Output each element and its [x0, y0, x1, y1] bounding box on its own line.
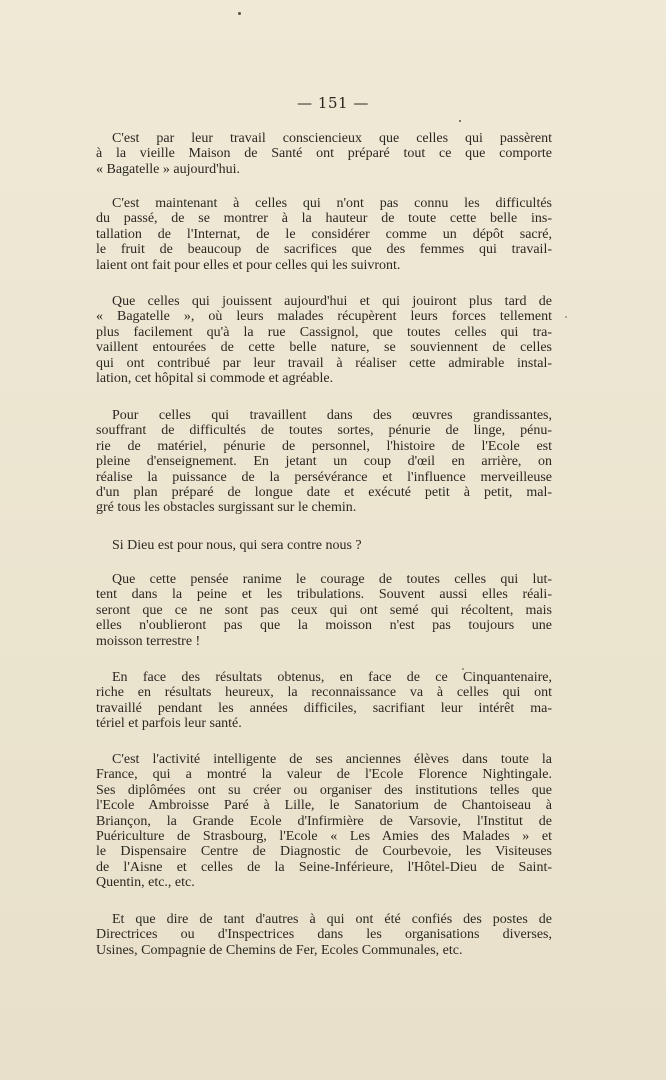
text-line: riche en résultats heureux, la reconnaissance va à celles qui ont — [96, 685, 552, 701]
paragraph-3 — [96, 294, 552, 386]
text-line: à la vieille Maison de Santé ont préparé tout ce que comporte — [96, 146, 552, 162]
ink-speck — [459, 120, 461, 122]
text-line: d'un plan préparé de longue date et exécuté petit à petit, mal- — [96, 485, 552, 501]
text-line: Briançon, la Grande Ecole d'Infirmière de Varsovie, l'Institut de — [96, 813, 552, 829]
text-line: En face des résultats obtenus, en face de ce Cinquantenaire, — [112, 670, 552, 685]
text-line: gré tous les obstacles surgissant sur le chemin. — [96, 500, 357, 516]
text-line: Ses diplômées ont su créer ou organiser des institutions telles que — [96, 782, 552, 798]
text-line: « Bagatelle », où leurs malades récupèrent leurs forces tellement — [96, 309, 552, 325]
text-line: pleine d'enseignement. En jetant un coup d'œil en arrière, on — [96, 454, 552, 470]
text-line: qui ont contribué par leur travail à réaliser cette admirable instal- — [96, 355, 552, 371]
text-line: plus facilement qu'à la rue Cassignol, que toutes celles qui tra- — [96, 324, 552, 340]
text-line: travaillé pendant les années difficiles, sacrifiant leur intérêt ma- — [96, 700, 552, 716]
text-line: l'Ecole Ambroisse Paré à Lille, le Sanatorium de Chantoiseau à — [96, 798, 552, 814]
text-line: France, qui a montré la valeur de l'Ecole Florence Nightingale. — [96, 767, 552, 783]
text-line: C'est l'activité intelligente de ses anciennes élèves dans toute la — [112, 752, 552, 767]
text-line: le fruit de beaucoup de sacrifices que des femmes qui travail- — [96, 242, 552, 258]
text-line: seront que ce ne sont pas ceux qui ont semé qui récoltent, mais — [96, 602, 552, 618]
text-line: Et que dire de tant d'autres à qui ont été confiés des postes de — [112, 912, 552, 927]
paragraph-1 — [96, 131, 552, 177]
text-line: vaillent entourées de cette belle nature, se souviennent de celles — [96, 340, 552, 356]
paragraph-6 — [96, 572, 552, 649]
text-line: Directrices ou d'Inspectrices dans les organisations diverses, — [96, 927, 552, 943]
paragraph-2 — [96, 196, 552, 273]
text-line: tériel et parfois leur santé. — [96, 716, 242, 732]
paragraph-5 — [96, 538, 552, 553]
text-line: Quentin, etc., etc. — [96, 875, 195, 891]
text-line: tent dans la peine et les tribulations. Souvent aussi elles réali- — [96, 587, 552, 603]
text-line: Que celles qui jouissent aujourd'hui et qui jouiront plus tard de — [112, 294, 552, 309]
paragraph-8 — [96, 752, 552, 891]
text-line: rie de matériel, pénurie de personnel, l'histoire de l'Ecole est — [96, 438, 552, 454]
text-line: C'est par leur travail consciencieux que celles qui passèrent — [112, 131, 552, 146]
text-line: Usines, Compagnie de Chemins de Fer, Ecoles Communales, etc. — [96, 942, 463, 958]
paragraph-7 — [96, 670, 552, 732]
page-number: — 151 — — [297, 94, 369, 112]
text-line: le Dispensaire Centre de Diagnostic de Courbevoie, les Visiteuses — [96, 844, 552, 860]
text-line: Pour celles qui travaillent dans des œuvres grandissantes, — [112, 408, 552, 423]
text-line: réalise la puissance de la persévérance et l'influence merveilleuse — [96, 469, 552, 485]
text-line: tallation de l'Internat, de le considérer comme un dépôt sacré, — [96, 226, 552, 242]
text-line: elles n'oublieront pas que la moisson n'est pas toujours une — [96, 618, 552, 634]
text-line: Si Dieu est pour nous, qui sera contre nous ? — [112, 538, 362, 553]
text-line: de l'Aisne et celles de la Seine-Inférieure, l'Hôtel-Dieu de Saint- — [96, 859, 552, 875]
text-line: laient ont fait pour elles et pour celles qui les suivront. — [96, 257, 401, 273]
text-line: moisson terrestre ! — [96, 633, 201, 649]
ink-speck — [238, 12, 241, 15]
text-line: lation, cet hôpital si commode et agréable. — [96, 371, 334, 387]
text-line: du passé, de se montrer à la hauteur de toute cette belle ins- — [96, 211, 552, 227]
text-line: Puériculture de Strasbourg, l'Ecole « Les Amies des Malades » et — [96, 829, 552, 845]
paragraph-9 — [96, 912, 552, 958]
text-line: souffrant de difficultés de toutes sortes, pénurie de linge, pénu- — [96, 423, 552, 439]
text-line: Que cette pensée ranime le courage de toutes celles qui lut- — [112, 572, 552, 587]
text-line: « Bagatelle » aujourd'hui. — [96, 161, 241, 177]
paragraph-4 — [96, 408, 552, 516]
text-line: C'est maintenant à celles qui n'ont pas connu les difficultés — [112, 196, 552, 211]
ink-speck — [565, 316, 567, 318]
